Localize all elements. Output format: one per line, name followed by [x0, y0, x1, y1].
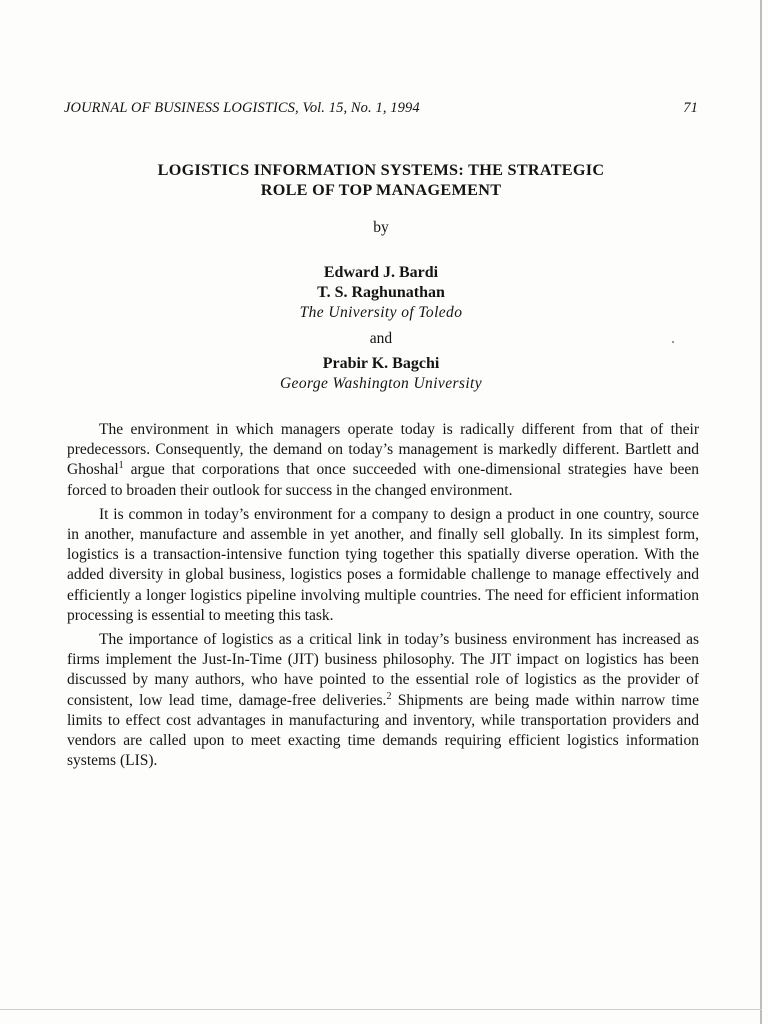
author-affiliation: George Washington University [279, 375, 483, 392]
author-name: T. S. Raghunathan [317, 284, 445, 301]
body-paragraph [67, 420, 699, 501]
journal-name: JOURNAL OF BUSINESS LOGISTICS, [64, 100, 299, 116]
scan-speck [672, 341, 674, 343]
body-paragraph: It is common in today’s environment for a company to design a product in one country, source in another, manufacture and assemble in yet another, and finally sell globally. In its simplest form, logistics is a transaction-intensive function tying together this spatially diverse operation. With the added diversity in global business, logistics poses a formidable challenge to manage effectively and efficiently a longer logistics pipeline involving multiple countries. The need for efficient information processing is essential to meeting this task. [67, 505, 699, 624]
paragraph-text: argue that corporations that once succeeded with one-dimensional strategies have been forced to broaden their outlook for success in the changed environment. [67, 461, 699, 499]
body-paragraph [67, 630, 699, 771]
article-title-line-1: LOGISTICS INFORMATION SYSTEMS: THE STRATEGIC [157, 161, 605, 179]
article-body [67, 420, 699, 775]
author-name: Prabir K. Bagchi [322, 355, 440, 372]
author-name: Edward J. Bardi [323, 264, 439, 281]
journal-volume: Vol. 15, No. 1, 1994 [302, 100, 420, 116]
byline-and: and [369, 330, 393, 347]
running-head [64, 100, 698, 117]
paragraph-text: Shipments are being made within narrow time limits to effect cost advantages in manufacturing and inventory, while transportation providers and vendors are called upon to meet exacting time demands requiring efficient logistics information systems (LIS). [67, 691, 699, 770]
scan-edge-bottom [0, 1009, 762, 1010]
paragraph-text: The environment in which managers operate today is radically different from that of their predecessors. Consequently, the demand on today’s management is markedly different. Bartlett and Ghoshal [67, 421, 699, 479]
author-affiliation: The University of Toledo [299, 304, 463, 321]
scan-edge-right [760, 0, 762, 1024]
footnote-marker: 1 [118, 460, 124, 472]
page-number: 71 [683, 100, 698, 116]
footnote-marker: 2 [386, 690, 392, 702]
article-title-line-2: ROLE OF TOP MANAGEMENT [260, 181, 502, 199]
paragraph-text: The importance of logistics as a critical link in today’s business environment has increased as firms implement the Just-In-Time (JIT) business philosophy. The JIT impact on logistics has been discussed by many authors, who have pointed to the essential role of logistics as the provider of consistent, low lead time, damage-free deliveries. [67, 631, 699, 709]
byline-by: by [373, 219, 389, 236]
